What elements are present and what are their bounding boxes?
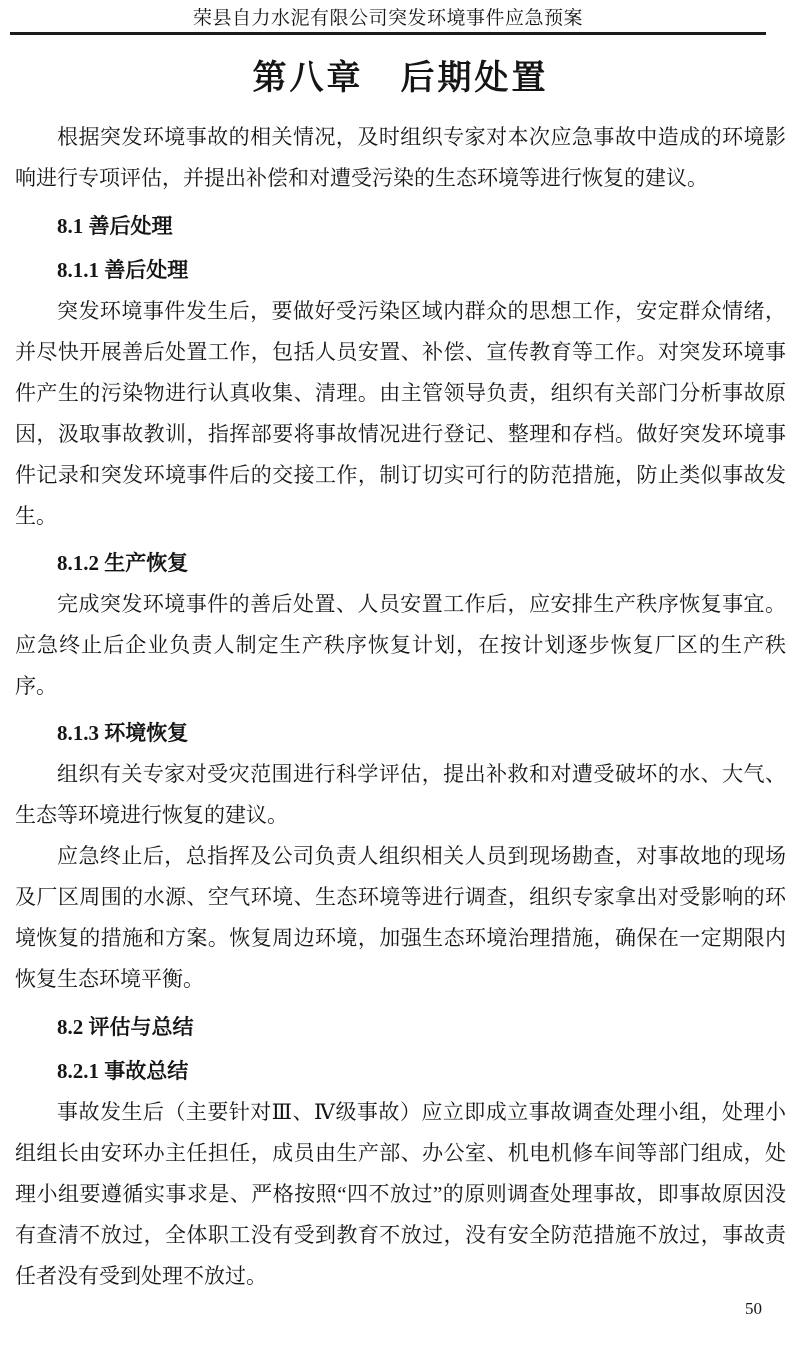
document-content — [15, 29, 786, 1297]
section-8-1-3-paragraph-2: 应急终止后，总指挥及公司负责人组织相关人员到现场勘查，对事故地的现场及厂区周围的水源、空气环境、生态环境等进行调查，组织专家拿出对受影响的环境恢复的措施和方案。恢复周边环境，加强生态环境治理措施，确保在一定期限内恢复生态环境平衡。 — [15, 844, 786, 991]
intro-paragraph: 根据突发环境事故的相关情况，及时组织专家对本次应急事故中造成的环境影响进行专项评估，并提出补偿和对遭受污染的生态环境等进行恢复的建议。 — [15, 125, 786, 190]
section-heading-8-2: 8.2 评估与总结 — [57, 1015, 194, 1039]
section-heading-8-2-1: 8.2.1 事故总结 — [57, 1059, 189, 1083]
section-heading-8-1-3: 8.1.3 环境恢复 — [57, 721, 189, 745]
section-8-2-1-paragraph: 事故发生后（主要针对Ⅲ、Ⅳ级事故）应立即成立事故调查处理小组，处理小组组长由安环办主任担任，成员由生产部、办公室、机电机修车间等部门组成，处理小组要遵循实事求是、严格按照“四不放过”的原则调查处理事故，即事故原因没有查清不放过，全体职工没有受到教育不放过，没有安全防范措施不放过，事故责任者没有受到处理不放过。 — [15, 1100, 786, 1288]
section-heading-8-1: 8.1 善后处理 — [57, 214, 173, 238]
section-heading-8-1-2: 8.1.2 生产恢复 — [57, 551, 189, 575]
chapter-title: 第八章 后期处置 — [252, 60, 549, 97]
header-title: 荣县自力水泥有限公司突发环境事件应急预案 — [192, 8, 583, 29]
section-8-1-2-paragraph: 完成突发环境事件的善后处置、人员安置工作后，应安排生产秩序恢复事宜。应急终止后企业负责人制定生产秩序恢复计划，在按计划逐步恢复厂区的生产秩序。 — [15, 592, 786, 698]
section-8-1-1-paragraph: 突发环境事件发生后，要做好受污染区域内群众的思想工作，安定群众情绪，并尽快开展善后处置工作，包括人员安置、补偿、宣传教育等工作。对突发环境事件产生的污染物进行认真收集、清理。由主管领导负责，组织有关部门分析事故原因，汲取事故教训，指挥部要将事故情况进行登记、整理和存档。做好突发环境事件记录和突发环境事件后的交接工作，制订切实可行的防范措施，防止类似事故发生。 — [15, 299, 786, 528]
section-8-1-3-paragraph-1: 组织有关专家对受灾范围进行科学评估，提出补救和对遭受破坏的水、大气、生态等环境进行恢复的建议。 — [15, 762, 786, 827]
section-heading-8-1-1: 8.1.1 善后处理 — [57, 258, 189, 282]
page-number: 50 — [745, 1299, 762, 1318]
